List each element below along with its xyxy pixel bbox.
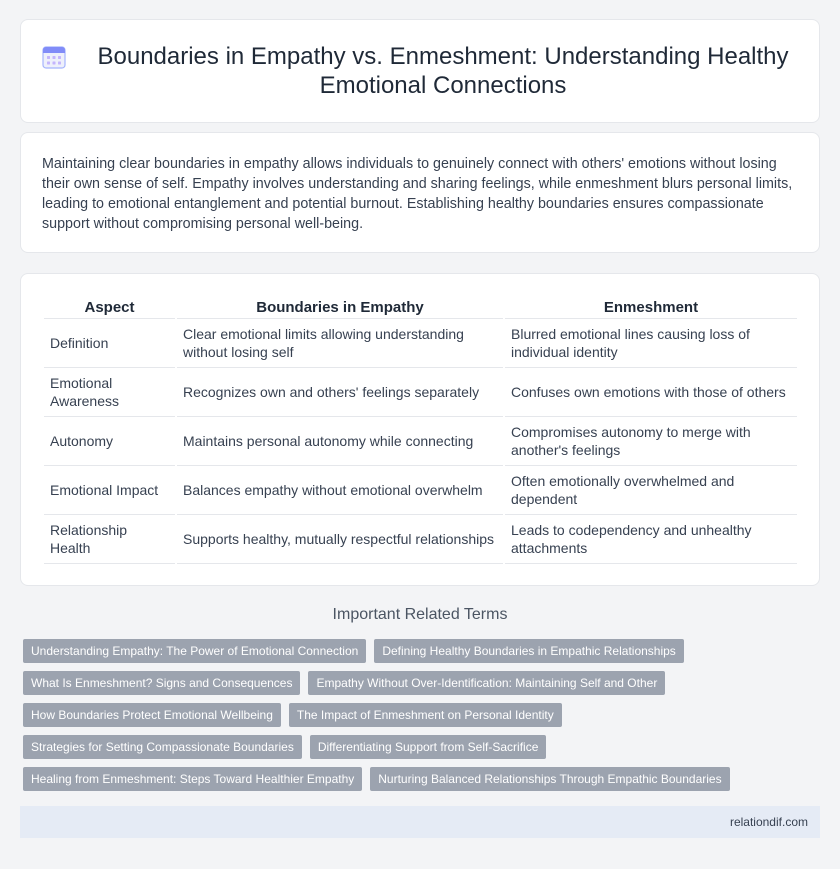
column-header-boundaries: Boundaries in Empathy — [177, 297, 503, 319]
table-cell: Often emotionally overwhelmed and dependent — [505, 466, 797, 515]
table-cell: Confuses own emotions with those of others — [505, 368, 797, 417]
table-cell: Emotional Awareness — [44, 368, 175, 417]
table-cell: Emotional Impact — [44, 466, 175, 515]
related-term-link[interactable]: How Boundaries Protect Emotional Wellbeing — [23, 703, 281, 727]
related-terms-list — [23, 639, 803, 799]
table-cell: Maintains personal autonomy while connecting — [177, 417, 503, 466]
table-row — [44, 319, 797, 368]
header-card — [20, 19, 820, 123]
table-row — [44, 515, 797, 564]
intro-card — [20, 132, 820, 253]
table-cell: Definition — [44, 319, 175, 368]
table-row — [44, 368, 797, 417]
table-cell: Clear emotional limits allowing understanding without losing self — [177, 319, 503, 368]
related-term-link[interactable]: Strategies for Setting Compassionate Boundaries — [23, 735, 302, 759]
table-cell: Compromises autonomy to merge with another's feelings — [505, 417, 797, 466]
table-header-row — [44, 297, 797, 319]
related-term-link[interactable]: Empathy Without Over-Identification: Maintaining Self and Other — [308, 671, 665, 695]
table-row — [44, 417, 797, 466]
footer — [20, 806, 820, 838]
intro-paragraph: Maintaining clear boundaries in empathy allows individuals to genuinely connect with others' emotions without losing their own sense of self. Empathy involves understanding and sharing feelings, while enmeshment blurs personal limits, leading to emotional entanglement and potential burnout. Establishing healthy boundaries ensures compassionate support without compromising personal well-being. — [42, 156, 793, 232]
calendar-icon — [41, 44, 67, 70]
table-cell: Leads to codependency and unhealthy attachments — [505, 515, 797, 564]
related-term-link[interactable]: What Is Enmeshment? Signs and Consequences — [23, 671, 300, 695]
table-cell: Supports healthy, mutually respectful relationships — [177, 515, 503, 564]
table-cell: Recognizes own and others' feelings separately — [177, 368, 503, 417]
related-term-link[interactable]: Differentiating Support from Self-Sacrifice — [310, 735, 547, 759]
table-cell: Relationship Health — [44, 515, 175, 564]
related-term-link[interactable]: The Impact of Enmeshment on Personal Identity — [289, 703, 562, 727]
table-cell: Blurred emotional lines causing loss of individual identity — [505, 319, 797, 368]
related-term-link[interactable]: Nurturing Balanced Relationships Through Empathic Boundaries — [370, 767, 729, 791]
related-terms-heading: Important Related Terms — [332, 606, 508, 623]
column-header-aspect: Aspect — [44, 297, 175, 319]
table-row — [44, 466, 797, 515]
table-cell: Autonomy — [44, 417, 175, 466]
comparison-table-card — [20, 273, 820, 586]
column-header-enmeshment: Enmeshment — [505, 297, 797, 319]
footer-site-link[interactable]: relationdif.com — [729, 815, 808, 829]
table-cell: Balances empathy without emotional overwhelm — [177, 466, 503, 515]
related-term-link[interactable]: Understanding Empathy: The Power of Emotional Connection — [23, 639, 366, 663]
related-term-link[interactable]: Healing from Enmeshment: Steps Toward Healthier Empathy — [23, 767, 362, 791]
page-title: Boundaries in Empathy vs. Enmeshment: Understanding Healthy Emotional Connections — [97, 43, 789, 99]
comparison-table — [42, 297, 799, 564]
related-term-link[interactable]: Defining Healthy Boundaries in Empathic Relationships — [374, 639, 684, 663]
